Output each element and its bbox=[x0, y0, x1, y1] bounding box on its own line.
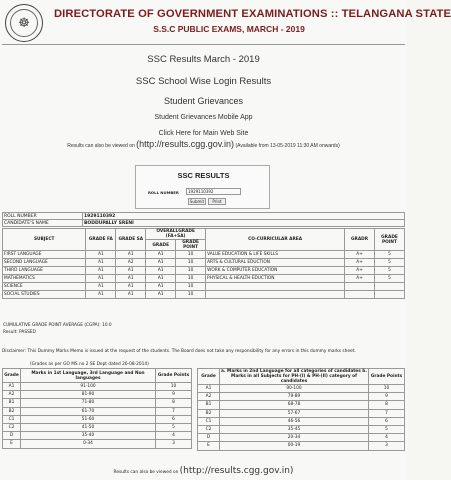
g1-marks: 81-90 bbox=[21, 391, 156, 399]
table-row bbox=[3, 275, 405, 283]
table-row bbox=[3, 440, 192, 448]
g2-marks: 20-34 bbox=[220, 434, 369, 442]
table-row bbox=[3, 423, 192, 431]
subj-grade: A1 bbox=[146, 275, 176, 283]
subj-h-gp2: GRADE POINT bbox=[374, 229, 404, 251]
g2-points: 6 bbox=[369, 417, 405, 425]
g1-marks: 71-80 bbox=[21, 399, 156, 407]
roll-row bbox=[3, 213, 405, 220]
g2-marks: 68-78 bbox=[220, 401, 369, 409]
g2-grade: D bbox=[198, 434, 220, 442]
subj-h-fa: GRADE FA bbox=[86, 229, 116, 251]
g1-grade: E bbox=[3, 440, 21, 448]
print-button[interactable]: Print bbox=[208, 198, 226, 205]
g1-grade: A2 bbox=[3, 391, 21, 399]
subj-gp: 5 bbox=[374, 275, 404, 283]
results-box-title: SSC RESULTS bbox=[177, 171, 230, 180]
table-row bbox=[198, 434, 405, 442]
g1-points: 5 bbox=[156, 423, 192, 431]
g1-h-points: Grade Points bbox=[156, 369, 192, 383]
g1-marks: 91-100 bbox=[21, 383, 156, 391]
subj-gradr bbox=[345, 283, 375, 291]
g1-marks: 0-34 bbox=[21, 440, 156, 448]
subj-gradr: A+ bbox=[345, 267, 375, 275]
subj-grade: A1 bbox=[146, 291, 176, 299]
header bbox=[2, 2, 451, 45]
g2-points: 3 bbox=[369, 442, 405, 450]
go-note: (Grades as per GO MS no 2 SE Dept dated 26-08-2014) bbox=[30, 362, 149, 367]
g2-h-marks: a. Marks in 2nd Language for all categories of candidates b. Marks in all Subjects for PH-(I) & PH-(II) category of candidates bbox=[221, 369, 367, 384]
g2-points: 5 bbox=[369, 425, 405, 433]
g2-grade: C1 bbox=[198, 417, 220, 425]
subj-sa: A2 bbox=[116, 259, 146, 267]
subj-gp: 5 bbox=[374, 259, 404, 267]
subj-area: WORK & COMPUTER EDUCATION bbox=[206, 267, 345, 275]
subj-gradr: A+ bbox=[345, 251, 375, 259]
table-row bbox=[198, 409, 405, 417]
school-login-link[interactable]: SSC School Wise Login Results bbox=[135, 76, 272, 87]
g1-grade: B2 bbox=[3, 407, 21, 415]
results-link[interactable]: SSC Results March - 2019 bbox=[147, 54, 260, 65]
mobile-app-link[interactable]: Student Grievances Mobile App bbox=[154, 114, 253, 121]
g1-points: 8 bbox=[156, 399, 192, 407]
g1-points: 6 bbox=[156, 415, 192, 423]
subj-gp bbox=[374, 283, 404, 291]
g1-points: 4 bbox=[156, 432, 192, 440]
g2-grade: E bbox=[198, 442, 220, 450]
subj-h-sa: GRADE SA bbox=[116, 229, 146, 251]
g1-grade: C2 bbox=[3, 423, 21, 431]
g1-h-marks: Marks in 1st Language, 3rd Language and Non languages bbox=[21, 369, 156, 383]
results-url-note bbox=[0, 139, 407, 149]
g2-marks: 57-67 bbox=[220, 409, 369, 417]
subj-sa: A1 bbox=[116, 275, 146, 283]
subj-gp: 5 bbox=[374, 251, 404, 259]
subj-name: MATHEMATICS bbox=[3, 275, 86, 283]
table-row bbox=[3, 251, 405, 259]
subj-area bbox=[206, 283, 345, 291]
table-row bbox=[3, 267, 405, 275]
subj-fa: A1 bbox=[86, 275, 116, 283]
footer-pre: Results can also be viewed on bbox=[113, 470, 179, 475]
results-url-post: (Available from 13-05-2019 11:30 AM onwards) bbox=[235, 143, 340, 149]
subj-fa: A1 bbox=[86, 251, 116, 259]
subj-point: 10 bbox=[176, 283, 206, 291]
subj-point: 10 bbox=[176, 291, 206, 299]
info-name-label: CANDIDATE'S NAME bbox=[3, 220, 83, 227]
table-row bbox=[3, 407, 192, 415]
subj-point: 10 bbox=[176, 259, 206, 267]
g2-marks: 90-100 bbox=[220, 385, 369, 393]
subj-area: VALUE EDUCATION & LIFE SKILLS bbox=[206, 251, 345, 259]
g1-grade: C1 bbox=[3, 415, 21, 423]
result-text: Result: PASSED bbox=[3, 330, 36, 335]
subj-h-gradr: GRADR bbox=[345, 229, 375, 251]
roll-number-input[interactable]: 1929110392 bbox=[186, 188, 241, 195]
g2-grade: A2 bbox=[198, 393, 220, 401]
subj-h-point: GRADE POINT bbox=[176, 240, 206, 251]
table-row bbox=[3, 291, 405, 299]
subj-name: FIRST LANGUAGE bbox=[3, 251, 86, 259]
g1-h-grade: Grade bbox=[3, 369, 21, 383]
grade-table-1 bbox=[2, 368, 192, 449]
subj-sa: A1 bbox=[116, 291, 146, 299]
subj-area: ARTS & CULTURAL EDUCTION bbox=[206, 259, 345, 267]
footer-note bbox=[0, 466, 407, 476]
g1-marks: 51-60 bbox=[21, 415, 156, 423]
subj-name: THIRD LANGUAGE bbox=[3, 267, 86, 275]
g2-points: 8 bbox=[369, 401, 405, 409]
g1-points: 9 bbox=[156, 391, 192, 399]
info-roll-value: 1929110392 bbox=[83, 213, 405, 220]
subj-name: SOCIAL STUDIES bbox=[3, 291, 86, 299]
g1-points: 7 bbox=[156, 407, 192, 415]
subj-gp: 5 bbox=[374, 267, 404, 275]
g1-points: 3 bbox=[156, 440, 192, 448]
subj-point: 10 bbox=[176, 251, 206, 259]
subj-gp bbox=[374, 291, 404, 299]
g2-points: 10 bbox=[369, 385, 405, 393]
g2-points: 7 bbox=[369, 409, 405, 417]
state-seal-icon: ☸ bbox=[5, 4, 43, 42]
g2-grade: B2 bbox=[198, 409, 220, 417]
g1-marks: 41-50 bbox=[21, 423, 156, 431]
table-row bbox=[3, 399, 192, 407]
subj-gradr bbox=[345, 291, 375, 299]
g1-grade: A1 bbox=[3, 383, 21, 391]
g2-grade: B1 bbox=[198, 401, 220, 409]
submit-button[interactable]: Submit bbox=[189, 199, 205, 204]
subj-h-area: CO-CURRICULAR AREA bbox=[206, 229, 345, 251]
subj-fa: A1 bbox=[86, 291, 116, 299]
g2-h-points: Grade Points bbox=[369, 369, 405, 385]
subj-gradr: A+ bbox=[345, 259, 375, 267]
table-row bbox=[3, 432, 192, 440]
g1-grade: B1 bbox=[3, 399, 21, 407]
table-row bbox=[198, 417, 405, 425]
subjects-table bbox=[2, 228, 405, 299]
subj-h-grade: GRADE bbox=[146, 240, 176, 251]
disclaimer: Disclaimer: This Dummy Marks Memo is issued at the request of the students. The Board does not take any responsibility for any errors in this dummy marks sheet. bbox=[2, 349, 356, 354]
g1-points: 10 bbox=[156, 383, 192, 391]
table-row bbox=[3, 391, 192, 399]
header-subtitle: S.S.C PUBLIC EXAMS, MARCH - 2019 bbox=[153, 24, 305, 34]
subj-grade: A1 bbox=[146, 267, 176, 275]
results-url-pre: Results can also be viewed on bbox=[67, 143, 135, 149]
footer-url-link[interactable]: (http://results.cgg.gov.in) bbox=[179, 466, 294, 476]
results-url-link[interactable]: (http://results.cgg.gov.in) bbox=[136, 139, 235, 149]
g2-marks: 35-45 bbox=[220, 425, 369, 433]
subj-area bbox=[206, 291, 345, 299]
header-title: DIRECTORATE OF GOVERNMENT EXAMINATIONS :: TELANGANA STATE bbox=[54, 8, 451, 20]
table-row bbox=[198, 385, 405, 393]
results-search-box bbox=[135, 165, 270, 209]
info-name-value: BODDUPALLY SRENI bbox=[83, 220, 405, 227]
info-roll-label: ROLL NUMBER bbox=[3, 213, 83, 220]
g1-marks: 35-40 bbox=[21, 432, 156, 440]
table-row bbox=[198, 425, 405, 433]
roll-number-label: ROLL NUMBER bbox=[148, 190, 179, 195]
g1-marks: 61-70 bbox=[21, 407, 156, 415]
subj-grade: A1 bbox=[146, 251, 176, 259]
table-row bbox=[3, 283, 405, 291]
g2-points: 9 bbox=[369, 393, 405, 401]
g2-marks: 00-19 bbox=[220, 442, 369, 450]
subj-grade: A1 bbox=[146, 259, 176, 267]
subj-grade: A1 bbox=[146, 283, 176, 291]
subj-fa: A1 bbox=[86, 283, 116, 291]
g2-grade: A1 bbox=[198, 385, 220, 393]
subj-sa: A1 bbox=[116, 251, 146, 259]
g2-h-grade: Grade bbox=[198, 369, 220, 385]
subj-fa: A1 bbox=[86, 267, 116, 275]
g2-marks: 46-56 bbox=[220, 417, 369, 425]
subj-h-overall: OVERALLGRADE (FA+SA) bbox=[146, 229, 206, 240]
g2-points: 4 bbox=[369, 434, 405, 442]
table-row bbox=[3, 259, 405, 267]
subj-fa: A1 bbox=[86, 259, 116, 267]
subj-name: SCIENCE bbox=[3, 283, 86, 291]
subj-h-subject: SUBJECT bbox=[3, 229, 86, 251]
g1-grade: D bbox=[3, 432, 21, 440]
table-row bbox=[3, 415, 192, 423]
student-info-table bbox=[2, 212, 405, 227]
cgpa-text: CUMULATIVE GRADE POINT AVERAGE (CGPA): 10.0 bbox=[3, 323, 112, 328]
table-row bbox=[198, 442, 405, 450]
g2-marks: 79-89 bbox=[220, 393, 369, 401]
g2-grade: C2 bbox=[198, 425, 220, 433]
grievances-link[interactable]: Student Grievances bbox=[163, 96, 244, 106]
table-row bbox=[198, 401, 405, 409]
subj-name: SECOND LANGUAGE bbox=[3, 259, 86, 267]
main-site-link[interactable]: Click Here for Main Web Site bbox=[158, 130, 249, 137]
subj-point: 10 bbox=[176, 275, 206, 283]
subj-sa: A1 bbox=[116, 283, 146, 291]
subj-gradr: A+ bbox=[345, 275, 375, 283]
name-row bbox=[3, 220, 405, 227]
subj-sa: A1 bbox=[116, 267, 146, 275]
subj-area: PHYSICAL & HEALTH EDUCTION bbox=[206, 275, 345, 283]
grade-table-2 bbox=[197, 368, 405, 451]
subj-point: 10 bbox=[176, 267, 206, 275]
table-row bbox=[198, 393, 405, 401]
table-row bbox=[3, 383, 192, 391]
